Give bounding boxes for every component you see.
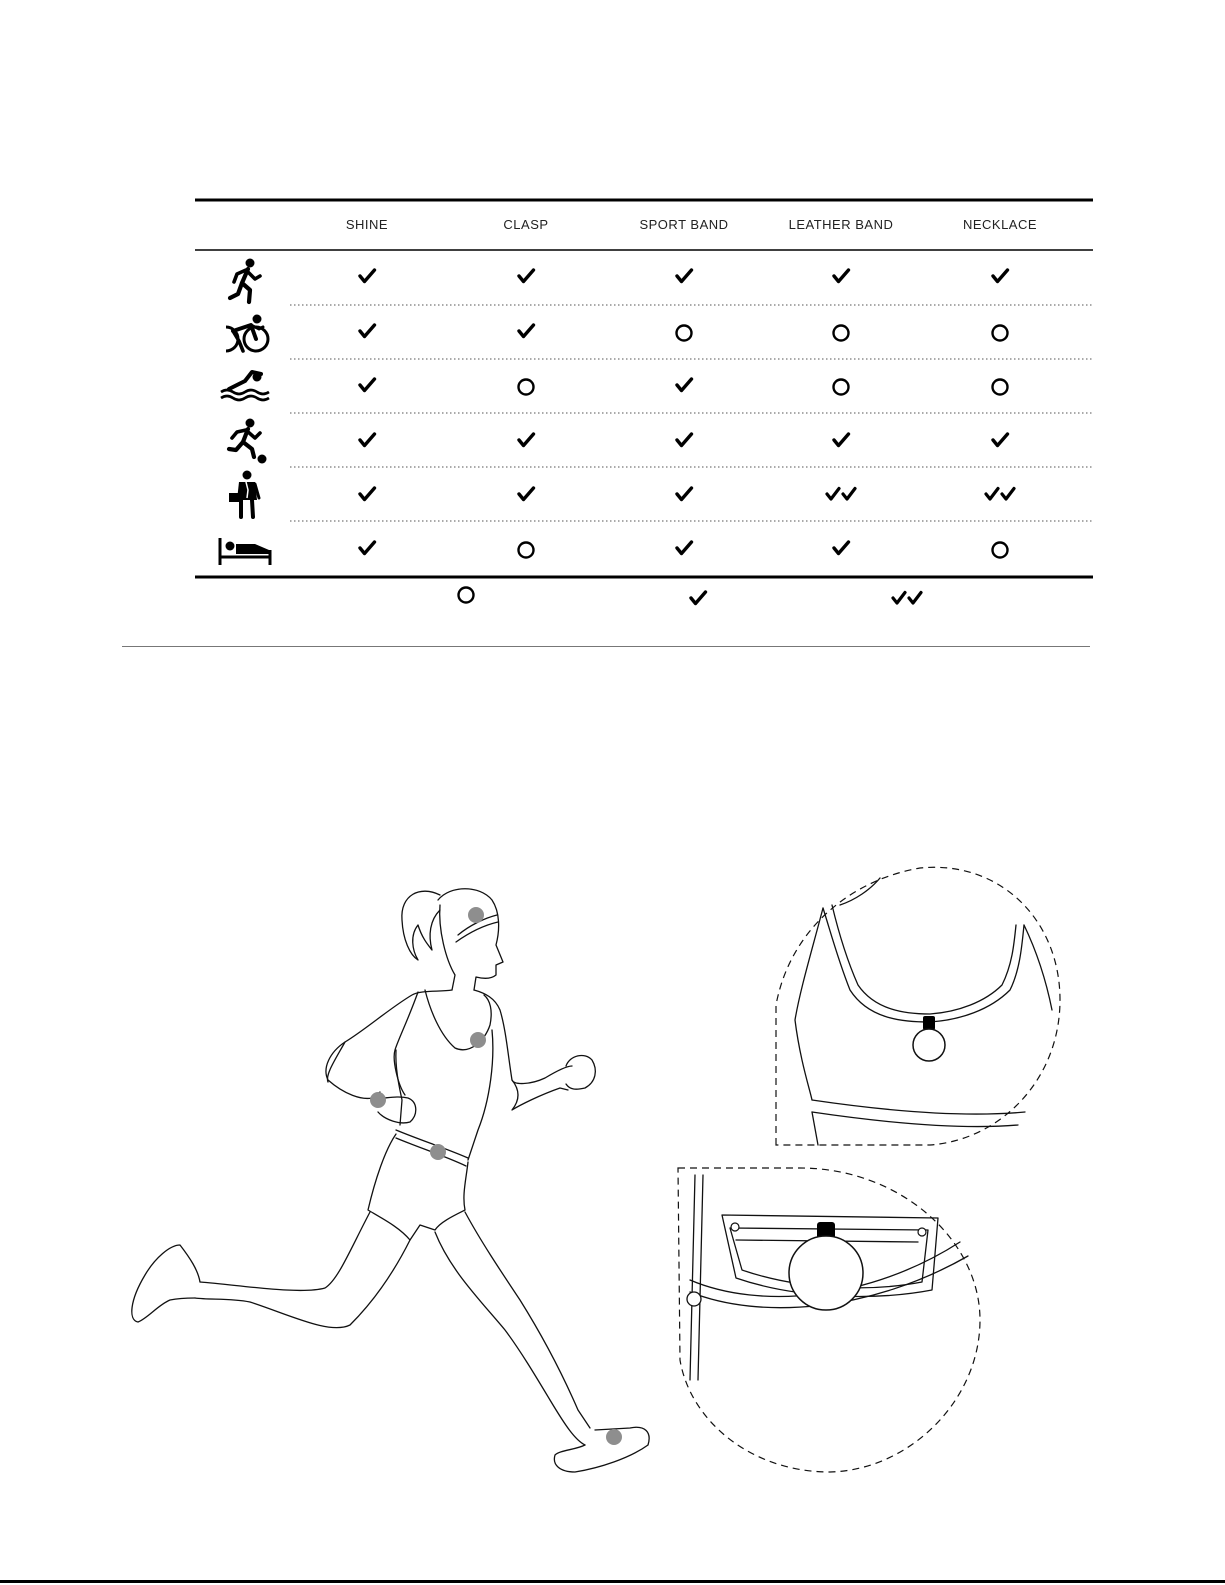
cell-check-icon	[360, 434, 375, 446]
swimming-icon	[221, 372, 269, 400]
runner-icon	[132, 889, 649, 1472]
cell-check-icon	[360, 488, 375, 500]
column-header-leather-band: LEATHER BAND	[788, 217, 894, 232]
cell-circle-icon	[993, 326, 1008, 341]
cell-circle-icon	[519, 380, 534, 395]
cell-check-icon	[834, 270, 849, 282]
cell-check-icon	[677, 379, 692, 391]
business-icon	[229, 471, 259, 518]
cell-check-icon	[360, 270, 375, 282]
wear-point-wrist	[370, 1092, 386, 1108]
legend-circle-icon	[459, 588, 474, 603]
sleep-icon	[220, 538, 270, 565]
section-divider	[122, 646, 1090, 647]
legend-double-check-icon	[893, 593, 921, 604]
table-cells	[360, 270, 1014, 558]
cell-check-icon	[360, 325, 375, 337]
cell-double-check-icon	[986, 489, 1014, 500]
sports-bra-necklace-icon	[776, 867, 1060, 1145]
column-header-necklace: NECKLACE	[962, 217, 1038, 232]
column-headers	[346, 217, 1037, 232]
wear-point-head	[468, 907, 484, 923]
wear-point-chest	[470, 1032, 486, 1048]
cell-check-icon	[677, 434, 692, 446]
wear-point-shoe	[606, 1429, 622, 1445]
cell-circle-icon	[993, 543, 1008, 558]
cell-circle-icon	[677, 326, 692, 341]
column-header-clasp: CLASP	[503, 217, 549, 232]
cell-circle-icon	[993, 380, 1008, 395]
cell-check-icon	[519, 325, 534, 337]
cell-check-icon	[677, 542, 692, 554]
column-header-shine: SHINE	[345, 217, 389, 232]
wear-point-waist	[430, 1144, 446, 1160]
legend-check-icon	[691, 592, 706, 604]
cell-check-icon	[519, 270, 534, 282]
cell-check-icon	[834, 542, 849, 554]
cell-check-icon	[677, 488, 692, 500]
column-header-sport-band: SPORT BAND	[639, 217, 729, 232]
cell-check-icon	[360, 379, 375, 391]
page-bottom-rule	[0, 1580, 1225, 1583]
cell-circle-icon	[834, 326, 849, 341]
cell-check-icon	[834, 434, 849, 446]
cell-circle-icon	[519, 543, 534, 558]
cell-check-icon	[677, 270, 692, 282]
wear-illustration	[0, 850, 1225, 1550]
soccer-icon	[229, 419, 267, 464]
running-icon	[230, 259, 260, 303]
cell-circle-icon	[834, 380, 849, 395]
pocket-clip-icon	[678, 1168, 980, 1472]
legend	[0, 578, 1225, 628]
cell-check-icon	[519, 434, 534, 446]
cell-check-icon	[519, 488, 534, 500]
compatibility-table	[0, 0, 1225, 660]
cell-check-icon	[993, 434, 1008, 446]
cycling-icon	[226, 315, 268, 352]
wear-point-markers	[370, 907, 622, 1445]
cell-double-check-icon	[827, 489, 855, 500]
cell-check-icon	[360, 542, 375, 554]
cell-check-icon	[993, 270, 1008, 282]
